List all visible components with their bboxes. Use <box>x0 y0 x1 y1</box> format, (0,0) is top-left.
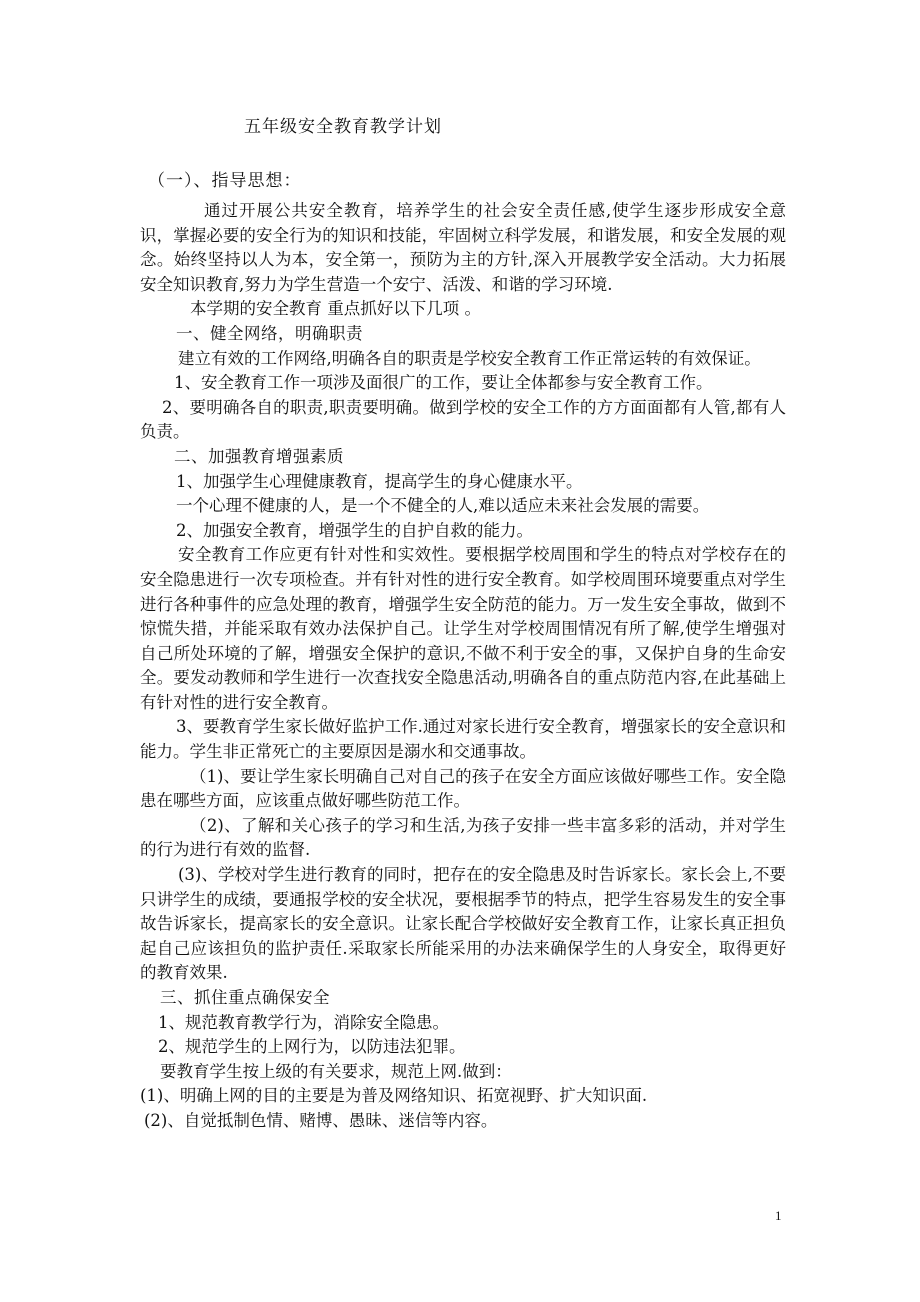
page-number: 1 <box>775 1208 782 1223</box>
paragraph-network: 建立有效的工作网络,明确各自的职责是学校安全教育工作正常运转的有效保证。 <box>178 348 761 368</box>
heading-network-responsibility: 一、健全网络，明确职责 <box>176 323 363 343</box>
heading-key-points: 三、抓住重点确保安全 <box>160 988 330 1007</box>
paragraph-intro: 通过开展公共安全教育，培养学生的社会安全责任感,使学生逐步形成安全意识，掌握必要的安全行为的知识和技能，牢固树立科学发展，和谐发展，和安全发展的观念。始终坚持以人为本，安全第一，预防为主的方针,深入开展教学安全活动。大力拓展安全知识教育,努力为学生营造一个安宁、活泼、和谐的学习环境. <box>140 201 786 294</box>
paragraph-regulate-internet: 2、规范学生的上网行为，以防违法犯罪。 <box>158 1037 466 1057</box>
paragraph-parents-3: (3)、学校对学生进行教育的同时，把存在的安全隐患及时告诉家长。家长会上,不要只讲学生的成绩，要通报学校的安全状况，要根据季节的特点，把学生容易发生的安全事故告诉家长，提高家长的安全意识。让家长配合学校做好安全教育工作，让家长真正担负起自己应该担负的监护责任.采取家长所能采用的办法来确保学生的人身安全，取得更好的教育效果. <box>140 865 786 983</box>
document-body <box>140 199 786 1134</box>
paragraph-item-1: 1、安全教育工作一项涉及面很广的工作，要让全体都参与安全教育工作。 <box>174 373 713 393</box>
paragraph-safety-detail: 安全教育工作应更有针对性和实效性。要根据学校周围和学生的特点对学校存在的安全隐患进行一次专项检查。并有针对性的进行安全教育。如学校周围环境要重点对学生进行各种事件的应急处理的教育，增强学生安全防范的能力。万一发生安全事故，做到不惊慌失措，并能采取有效办法保护自己。让学生对学校周围情况有所了解,使学生增强对自己所处环境的了解，增强安全保护的意识,不做不利于安全的事，又保护自身的生命安全。要发动教师和学生进行一次查找安全隐患活动,明确各自的重点防范内容,在此基础上有针对性的进行安全教育。 <box>140 545 786 712</box>
paragraph-mental-health: 1、加强学生心理健康教育，提高学生的身心健康水平。 <box>176 471 583 491</box>
document-title: 五年级安全教育教学计划 <box>244 117 442 137</box>
paragraph-item-2: 2、要明确各自的职责,职责要明确。做到学校的安全工作的方方面面都有人管,都有人负责。 <box>140 397 786 442</box>
paragraph-regulate-teaching: 1、规范教育教学行为，消除安全隐患。 <box>158 1012 449 1032</box>
paragraph-parents-2: （2)、了解和关心孩子的学习和生活,为孩子安排一些丰富多彩的活动，并对学生的行为进行有效的监督. <box>140 815 786 860</box>
paragraph-parents-1: （1)、要让学生家长明确自己对自己的孩子在安全方面应该做好哪些工作。安全隐患在哪些方面，应该重点做好哪些防范工作。 <box>140 766 786 811</box>
paragraph-mental-health-detail: 一个心理不健康的人，是一个不健全的人,难以适应未来社会发展的需要。 <box>176 496 710 516</box>
paragraph-safety-education: 2、加强安全教育，增强学生的自护自救的能力。 <box>176 520 533 540</box>
paragraph-internet-requirements: 要教育学生按上级的有关要求，规范上网.做到： <box>160 1061 512 1081</box>
section-heading-guiding-ideology: （一）、指导思想： <box>148 171 302 191</box>
paragraph-parents: 3、要教育学生家长做好监护工作.通过对家长进行安全教育，增强家长的安全意识和能力。学生非正常死亡的主要原因是溺水和交通事故。 <box>140 717 786 762</box>
paragraph-resist-content: (2)、自觉抵制色情、赌博、愚昧、迷信等内容。 <box>144 1110 498 1130</box>
paragraph-focus-summary: 本学期的安全教育 重点抓好以下几项 。 <box>190 299 481 319</box>
paragraph-internet-purpose: (1)、明确上网的目的主要是为普及网络知识、拓宽视野、扩大知识面. <box>140 1086 648 1106</box>
heading-strengthen-education: 二、加强教育增强素质 <box>174 446 344 466</box>
